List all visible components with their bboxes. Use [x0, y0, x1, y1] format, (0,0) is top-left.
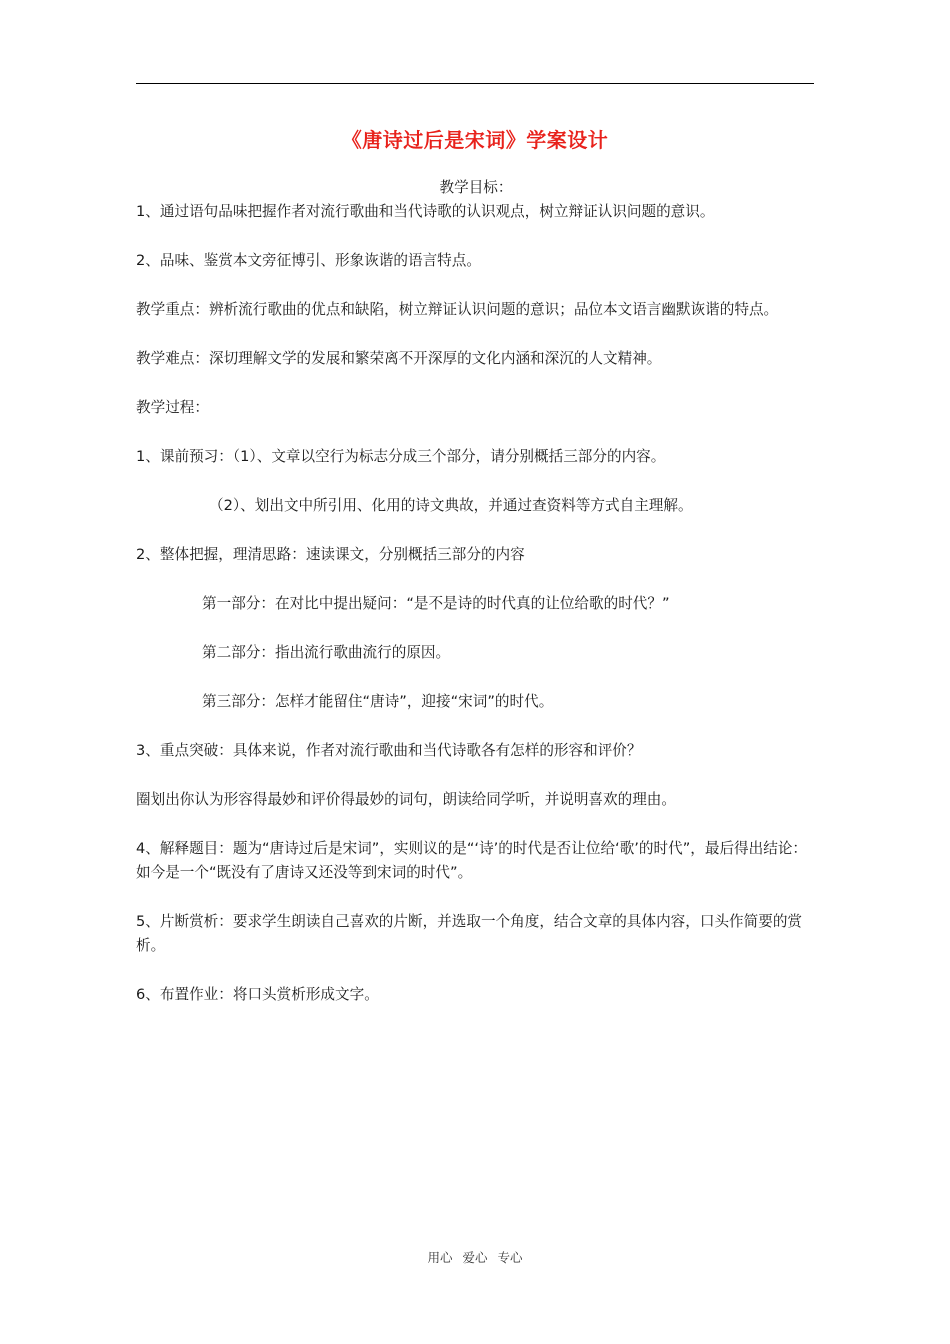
step-6: 6、布置作业：将口头赏析形成文字。	[136, 986, 379, 1003]
part-3: 第三部分：怎样才能留住“唐诗”，迎接“宋词”的时代。	[202, 693, 554, 710]
step-5: 5、片断赏析：要求学生朗读自己喜欢的片断，并选取一个角度，结合文章的具体内容，口头作简要的赏析。	[136, 913, 803, 954]
step-4: 4、解释题目：题为“唐诗过后是宋词”，实则议的是“‘诗’的时代是否让位给‘歌’的时代”，最后得出结论：如今是一个“既没有了唐诗又还没等到宋词的时代”。	[136, 840, 808, 881]
step-1: 1、课前预习：（1）、文章以空行为标志分成三个部分，请分别概括三部分的内容。	[136, 448, 666, 465]
document-title: 《唐诗过后是宋词》学案设计	[341, 128, 609, 152]
key-points: 教学重点：辨析流行歌曲的优点和缺陷，树立辩证认识问题的意识；品位本文语言幽默诙谐的特点。	[136, 301, 779, 318]
goal-item-1: 1、通过语句品味把握作者对流行歌曲和当代诗歌的认识观点，树立辩证认识问题的意识。	[136, 203, 715, 220]
part-1: 第一部分：在对比中提出疑问：“是不是诗的时代真的让位给歌的时代？”	[202, 595, 670, 612]
step-3-task: 圈划出你认为形容得最妙和评价得最妙的词句，朗读给同学听，并说明喜欢的理由。	[136, 791, 676, 808]
header-rule	[136, 83, 814, 84]
page-footer: 用心 爱心 专心	[427, 1250, 523, 1265]
process-heading: 教学过程：	[136, 399, 209, 416]
document-body	[136, 176, 816, 1007]
step-1-sub: （2）、划出文中所引用、化用的诗文典故，并通过查资料等方式自主理解。	[209, 497, 693, 514]
difficulties: 教学难点：深切理解文学的发展和繁荣离不开深厚的文化内涵和深沉的人文精神。	[136, 350, 662, 367]
step-2: 2、整体把握，理清思路：速读课文，分别概括三部分的内容	[136, 546, 525, 563]
step-3: 3、重点突破：具体来说，作者对流行歌曲和当代诗歌各有怎样的形容和评价？	[136, 742, 642, 759]
part-2: 第二部分：指出流行歌曲流行的原因。	[202, 644, 451, 661]
goals-heading: 教学目标：	[439, 179, 513, 196]
goal-item-2: 2、品味、鉴赏本文旁征博引、形象诙谐的语言特点。	[136, 252, 481, 269]
